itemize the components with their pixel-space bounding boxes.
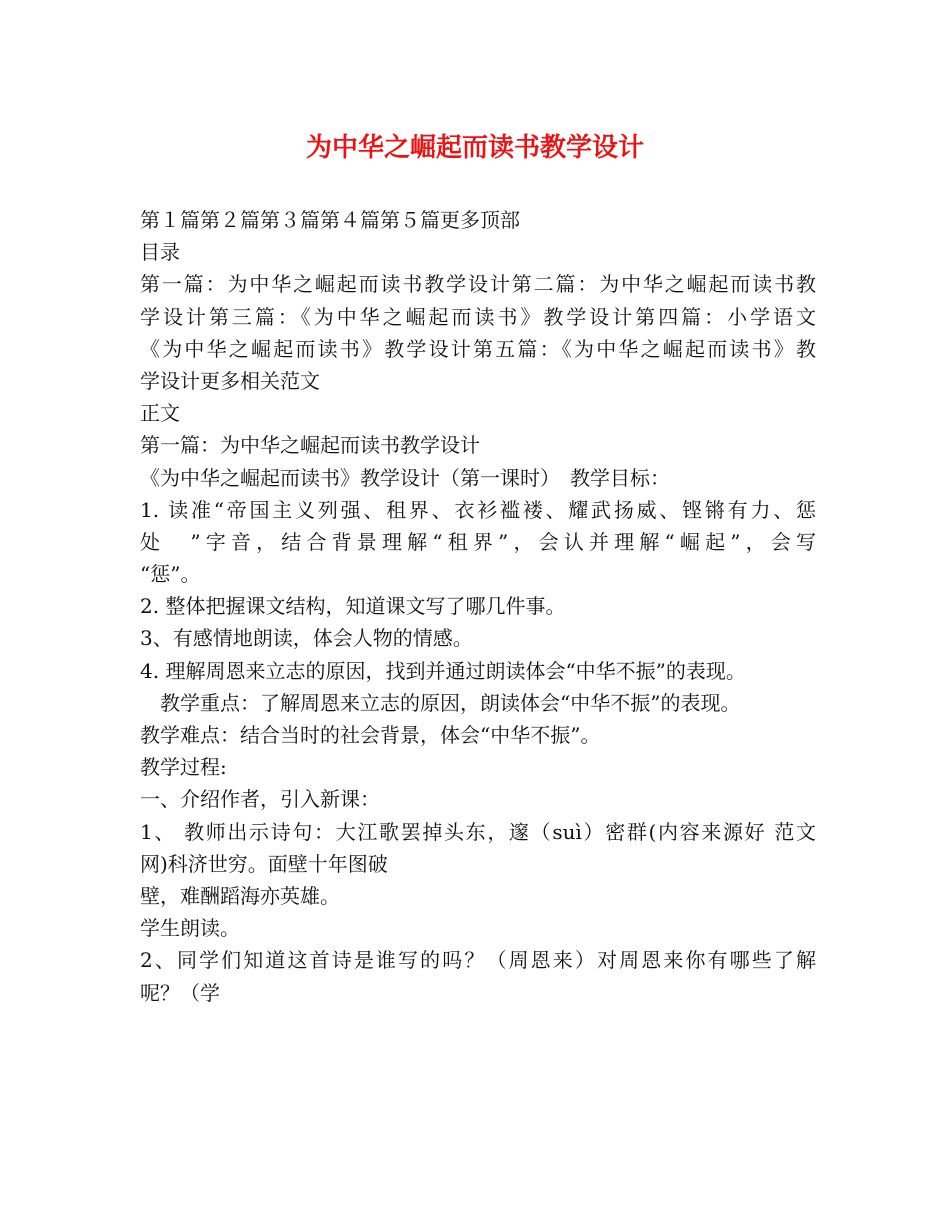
text-line: 第一篇：为中华之崛起而读书教学设计 — [140, 433, 480, 458]
text-line: 1、 教师出示诗句：大江歌罢掉头东，邃（suì）密群(内容来源好 范文 — [140, 819, 816, 844]
text-line: 《为中华之崛起而读书》教学设计第五篇：《为中华之崛起而读书》教 — [140, 336, 816, 361]
text-line: 第１篇第２篇第３篇第４篇第５篇更多顶部 — [140, 208, 520, 232]
text-line: 2、同学们知道这首诗是谁写的吗？（周恩来）对周恩来你有哪些了解 — [140, 948, 816, 973]
text-line: 网)科济世穷。面壁十年图破 — [140, 851, 388, 876]
text-line: 教学过程: — [140, 755, 227, 780]
text-line: 壁，难酬蹈海亦英雄。 — [140, 883, 340, 908]
text-line: 学设计更多相关范文 — [140, 368, 320, 393]
text-line: 正文 — [140, 401, 180, 426]
text-line: 1. 读准“帝国主义列强、租界、衣衫褴褛、耀武扬威、铿锵有力、惩 — [140, 497, 816, 522]
text-line: 教学重点：了解周恩来立志的原因，朗读体会“中华不振”的表现。 — [140, 690, 741, 715]
text-line: 第一篇：为中华之崛起而读书教学设计第二篇：为中华之崛起而读书教 — [140, 272, 816, 297]
text-line: 呢？（学 — [140, 980, 220, 1005]
text-line: 《为中华之崛起而读书》教学设计（第一课时） 教学目标： — [140, 465, 670, 490]
text-line: 3、有感情地朗读，体会人物的情感。 — [140, 626, 473, 651]
text-line: 学生朗读。 — [140, 916, 240, 941]
document-title: 为中华之崛起而读书教学设计 — [305, 133, 644, 163]
text-line: 4. 理解周恩来立志的原因，找到并通过朗读体会“中华不振”的表现。 — [140, 658, 746, 683]
text-line: 学设计第三篇：《为中华之崛起而读书》教学设计第四篇：小学语文 — [140, 304, 816, 329]
text-line: 教学难点：结合当时的社会背景，体会“中华不振”。 — [140, 723, 601, 747]
text-line: 2. 整体把握课文结构，知道课文写了哪几件事。 — [140, 594, 566, 619]
text-line: 一、介绍作者，引入新课： — [140, 787, 380, 812]
text-line: 处 ”字音，结合背景理解“租界”，会认并理解“崛起”，会写 — [140, 529, 816, 554]
document-body — [140, 204, 816, 1009]
text-line: 目录 — [140, 240, 180, 265]
text-line: “惩”。 — [140, 562, 201, 587]
